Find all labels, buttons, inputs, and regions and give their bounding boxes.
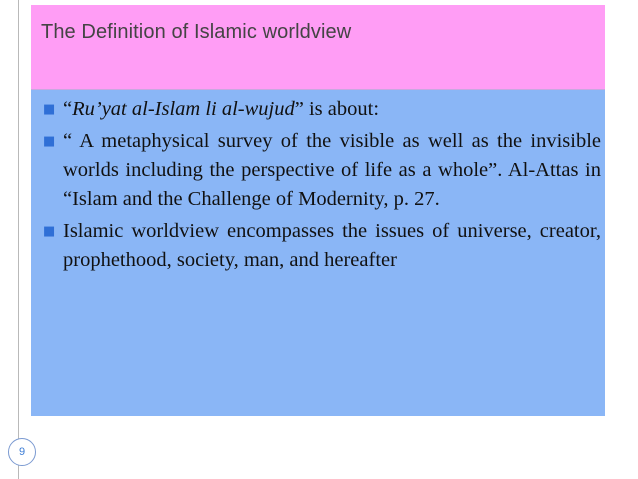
- bullet-list: [41, 95, 601, 278]
- content-band: [31, 90, 605, 416]
- quote-close: ”: [294, 98, 304, 120]
- slide-title: The Definition of Islamic worldview: [41, 21, 352, 43]
- square-bullet-icon: ■: [43, 224, 56, 239]
- quote-open: “: [63, 98, 73, 120]
- title-band: [31, 5, 605, 90]
- bullet-tail-text: is about:: [303, 98, 380, 120]
- square-bullet-icon: ■: [43, 134, 56, 149]
- page-number-badge: 9: [8, 438, 36, 466]
- bullet-text: “ A metaphysical survey of the visible as well as the invisible worlds including the perspective of life as a whole”. Al-Attas in “Islam and the Challenge of Modernity, p. 27.: [63, 130, 601, 210]
- bullet-item: [41, 127, 601, 214]
- slide-frame-line: [18, 0, 19, 479]
- bullet-item: [41, 95, 601, 124]
- bullet-item: [41, 217, 601, 275]
- square-bullet-icon: ■: [43, 102, 56, 117]
- arabic-term: Ru’yat al-Islam li al-wujud: [72, 98, 295, 120]
- bullet-text: Islamic worldview encompasses the issues of universe, creator, prophethood, society, man, and hereafter: [63, 220, 601, 271]
